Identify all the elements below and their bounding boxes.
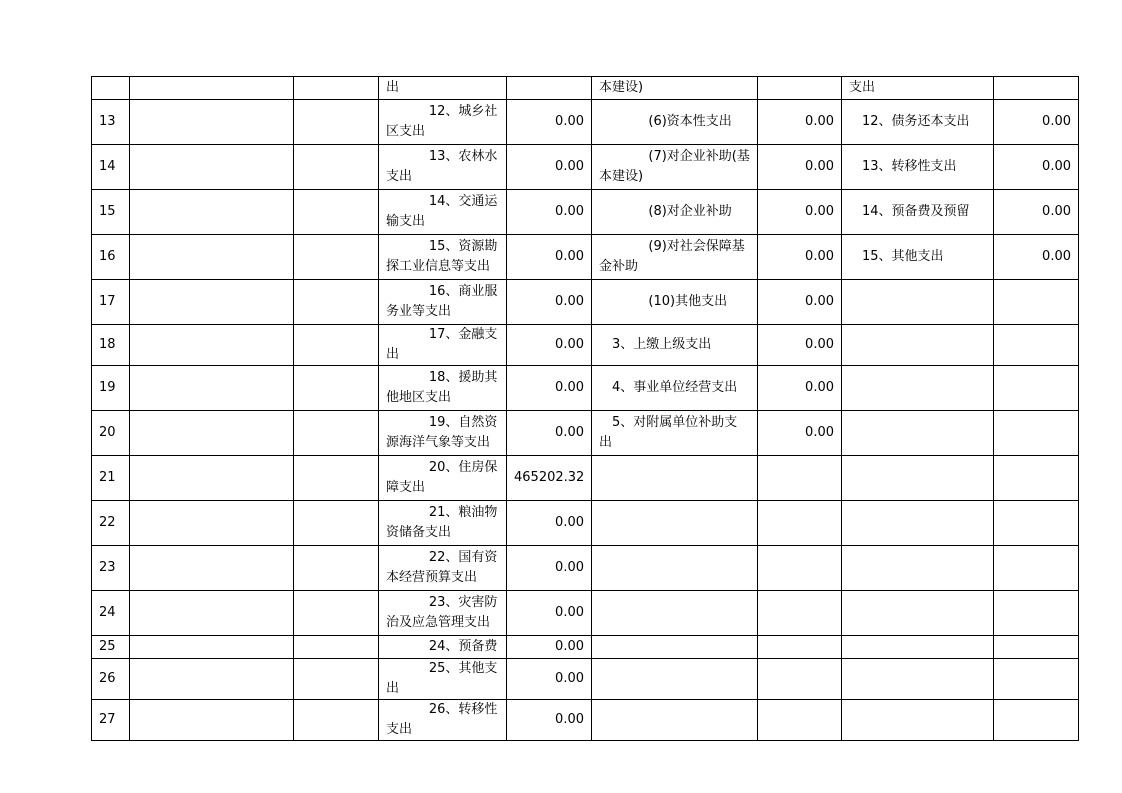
table-row	[92, 700, 1079, 741]
table-row	[92, 659, 1079, 700]
cell-expense-item	[379, 546, 507, 591]
cell-other-item	[842, 325, 994, 366]
cell-amount: 0.00	[507, 591, 592, 636]
cell-blank	[294, 636, 379, 659]
cell-amount: 0.00	[507, 501, 592, 546]
cell-economic-item	[592, 280, 758, 325]
table-row	[92, 411, 1079, 456]
cell-blank	[294, 411, 379, 456]
cell-index: 17	[92, 280, 130, 325]
cell-amount	[758, 77, 842, 100]
cell-economic-item	[592, 190, 758, 235]
cell-amount: 0.00	[758, 145, 842, 190]
cell-other-item	[842, 77, 994, 100]
cell-amount: 0.00	[758, 411, 842, 456]
cell-other-item	[842, 145, 994, 190]
cell-amount	[758, 591, 842, 636]
cell-blank	[294, 546, 379, 591]
cell-expense-item	[379, 77, 507, 100]
cell-economic-item	[592, 636, 758, 659]
cell-amount	[758, 501, 842, 546]
cell-expense-item	[379, 700, 507, 741]
cell-other-item	[842, 456, 994, 501]
cell-index	[92, 77, 130, 100]
cell-text: 18、援助其他地区支出	[386, 370, 498, 405]
cell-other-item	[842, 501, 994, 546]
cell-text: 5、对附属单位补助支出	[599, 415, 738, 450]
cell-economic-item	[592, 77, 758, 100]
cell-text: 14、预备费及预留	[862, 204, 970, 219]
cell-text: 14、交通运输支出	[386, 194, 498, 229]
cell-other-item	[842, 280, 994, 325]
cell-amount	[994, 280, 1079, 325]
cell-economic-item	[592, 411, 758, 456]
cell-blank	[294, 659, 379, 700]
cell-amount	[758, 659, 842, 700]
cell-amount: 0.00	[758, 100, 842, 145]
cell-amount	[994, 501, 1079, 546]
cell-blank	[130, 546, 294, 591]
cell-text: 19、自然资源海洋气象等支出	[386, 415, 498, 450]
cell-text: (8)对企业补助	[648, 204, 732, 219]
cell-amount: 0.00	[758, 325, 842, 366]
cell-amount: 0.00	[507, 546, 592, 591]
cell-amount: 0.00	[758, 366, 842, 411]
cell-amount: 0.00	[994, 145, 1079, 190]
table-row	[92, 145, 1079, 190]
cell-other-item	[842, 235, 994, 280]
cell-index: 13	[92, 100, 130, 145]
cell-index: 14	[92, 145, 130, 190]
cell-expense-item	[379, 456, 507, 501]
cell-text: 21、粮油物资储备支出	[386, 505, 498, 540]
cell-amount	[994, 456, 1079, 501]
cell-economic-item	[592, 591, 758, 636]
cell-economic-item	[592, 659, 758, 700]
cell-amount	[994, 77, 1079, 100]
cell-blank	[294, 700, 379, 741]
cell-text: 13、转移性支出	[862, 159, 957, 174]
cell-other-item	[842, 636, 994, 659]
cell-expense-item	[379, 100, 507, 145]
cell-expense-item	[379, 366, 507, 411]
cell-blank	[294, 77, 379, 100]
cell-amount: 0.00	[994, 190, 1079, 235]
cell-amount	[758, 546, 842, 591]
cell-amount	[994, 591, 1079, 636]
table-row	[92, 100, 1079, 145]
cell-economic-item	[592, 366, 758, 411]
cell-blank	[130, 366, 294, 411]
cell-text: 17、金融支出	[386, 327, 498, 362]
cell-amount: 0.00	[507, 325, 592, 366]
cell-text: 23、灾害防治及应急管理支出	[386, 595, 498, 630]
cell-amount: 0.00	[507, 636, 592, 659]
table-row	[92, 366, 1079, 411]
cell-index: 25	[92, 636, 130, 659]
cell-blank	[130, 325, 294, 366]
cell-amount: 0.00	[507, 700, 592, 741]
cell-text: 12、债务还本支出	[862, 114, 970, 129]
cell-blank	[130, 235, 294, 280]
cell-index: 22	[92, 501, 130, 546]
cell-blank	[130, 145, 294, 190]
cell-expense-item	[379, 235, 507, 280]
cell-economic-item	[592, 700, 758, 741]
cell-index: 19	[92, 366, 130, 411]
table-row	[92, 235, 1079, 280]
cell-amount: 0.00	[758, 235, 842, 280]
cell-amount: 0.00	[507, 280, 592, 325]
cell-blank	[294, 456, 379, 501]
cell-amount: 0.00	[507, 659, 592, 700]
cell-other-item	[842, 100, 994, 145]
cell-amount: 0.00	[507, 235, 592, 280]
cell-blank	[294, 366, 379, 411]
cell-text: (6)资本性支出	[648, 114, 732, 129]
cell-amount	[507, 77, 592, 100]
cell-amount	[994, 411, 1079, 456]
cell-blank	[130, 501, 294, 546]
cell-other-item	[842, 700, 994, 741]
cell-text: 20、住房保障支出	[386, 460, 498, 495]
cell-expense-item	[379, 145, 507, 190]
cell-blank	[130, 280, 294, 325]
cell-blank	[130, 190, 294, 235]
cell-text: 12、城乡社区支出	[386, 104, 498, 139]
cell-amount: 465202.32	[507, 456, 592, 501]
cell-amount: 0.00	[507, 366, 592, 411]
cell-text: (10)其他支出	[648, 294, 728, 309]
cell-amount	[758, 700, 842, 741]
cell-text: 15、其他支出	[862, 249, 944, 264]
cell-text: (9)对社会保障基金补助	[599, 239, 745, 274]
cell-index: 21	[92, 456, 130, 501]
cell-blank	[130, 700, 294, 741]
cell-other-item	[842, 190, 994, 235]
table-row	[92, 456, 1079, 501]
cell-index: 26	[92, 659, 130, 700]
cell-text: 4、事业单位经营支出	[612, 380, 738, 395]
cell-index: 16	[92, 235, 130, 280]
cell-blank	[130, 636, 294, 659]
cell-economic-item	[592, 501, 758, 546]
cell-blank	[294, 235, 379, 280]
cell-other-item	[842, 659, 994, 700]
cell-blank	[130, 100, 294, 145]
cell-expense-item	[379, 659, 507, 700]
cell-expense-item	[379, 636, 507, 659]
budget-table	[91, 76, 1079, 741]
cell-expense-item	[379, 190, 507, 235]
cell-amount	[758, 456, 842, 501]
cell-blank	[294, 501, 379, 546]
cell-text: 15、资源勘探工业信息等支出	[386, 239, 498, 274]
cell-text: 本建设)	[599, 80, 644, 95]
table-row	[92, 190, 1079, 235]
cell-economic-item	[592, 100, 758, 145]
cell-text: 支出	[849, 80, 876, 95]
cell-amount	[758, 636, 842, 659]
cell-amount	[994, 546, 1079, 591]
cell-other-item	[842, 591, 994, 636]
table-row	[92, 636, 1079, 659]
cell-text: 24、预备费	[428, 639, 498, 654]
table-row	[92, 325, 1079, 366]
cell-text: 26、转移性支出	[386, 702, 498, 737]
cell-amount	[994, 325, 1079, 366]
cell-amount: 0.00	[758, 280, 842, 325]
cell-blank	[130, 411, 294, 456]
cell-blank	[294, 145, 379, 190]
cell-text: 16、商业服务业等支出	[386, 284, 498, 319]
cell-amount: 0.00	[994, 100, 1079, 145]
cell-blank	[294, 190, 379, 235]
cell-index: 27	[92, 700, 130, 741]
cell-amount: 0.00	[758, 190, 842, 235]
cell-economic-item	[592, 546, 758, 591]
cell-blank	[294, 591, 379, 636]
cell-blank	[130, 456, 294, 501]
cell-economic-item	[592, 235, 758, 280]
cell-text: 出	[386, 80, 400, 95]
table-row	[92, 280, 1079, 325]
cell-expense-item	[379, 280, 507, 325]
cell-text: 3、上缴上级支出	[612, 337, 712, 352]
cell-index: 18	[92, 325, 130, 366]
cell-text: (7)对企业补助(基本建设)	[599, 149, 750, 184]
cell-blank	[294, 280, 379, 325]
cell-expense-item	[379, 501, 507, 546]
cell-blank	[294, 100, 379, 145]
cell-blank	[130, 659, 294, 700]
cell-amount	[994, 636, 1079, 659]
cell-amount: 0.00	[507, 411, 592, 456]
header-continuation-row	[92, 77, 1079, 100]
cell-expense-item	[379, 325, 507, 366]
cell-blank	[294, 325, 379, 366]
cell-blank	[130, 77, 294, 100]
table-row	[92, 591, 1079, 636]
cell-other-item	[842, 546, 994, 591]
cell-amount: 0.00	[507, 190, 592, 235]
cell-amount: 0.00	[994, 235, 1079, 280]
cell-economic-item	[592, 325, 758, 366]
cell-amount	[994, 700, 1079, 741]
table-row	[92, 501, 1079, 546]
cell-expense-item	[379, 411, 507, 456]
cell-other-item	[842, 366, 994, 411]
cell-index: 15	[92, 190, 130, 235]
cell-blank	[130, 591, 294, 636]
cell-index: 23	[92, 546, 130, 591]
cell-index: 24	[92, 591, 130, 636]
cell-index: 20	[92, 411, 130, 456]
cell-amount	[994, 366, 1079, 411]
cell-amount	[994, 659, 1079, 700]
table-body	[92, 77, 1079, 741]
cell-economic-item	[592, 456, 758, 501]
cell-economic-item	[592, 145, 758, 190]
table-row	[92, 546, 1079, 591]
cell-amount: 0.00	[507, 100, 592, 145]
cell-expense-item	[379, 591, 507, 636]
cell-text: 25、其他支出	[386, 661, 498, 696]
cell-amount: 0.00	[507, 145, 592, 190]
cell-other-item	[842, 411, 994, 456]
cell-text: 22、国有资本经营预算支出	[386, 550, 498, 585]
cell-text: 13、农林水支出	[386, 149, 498, 184]
